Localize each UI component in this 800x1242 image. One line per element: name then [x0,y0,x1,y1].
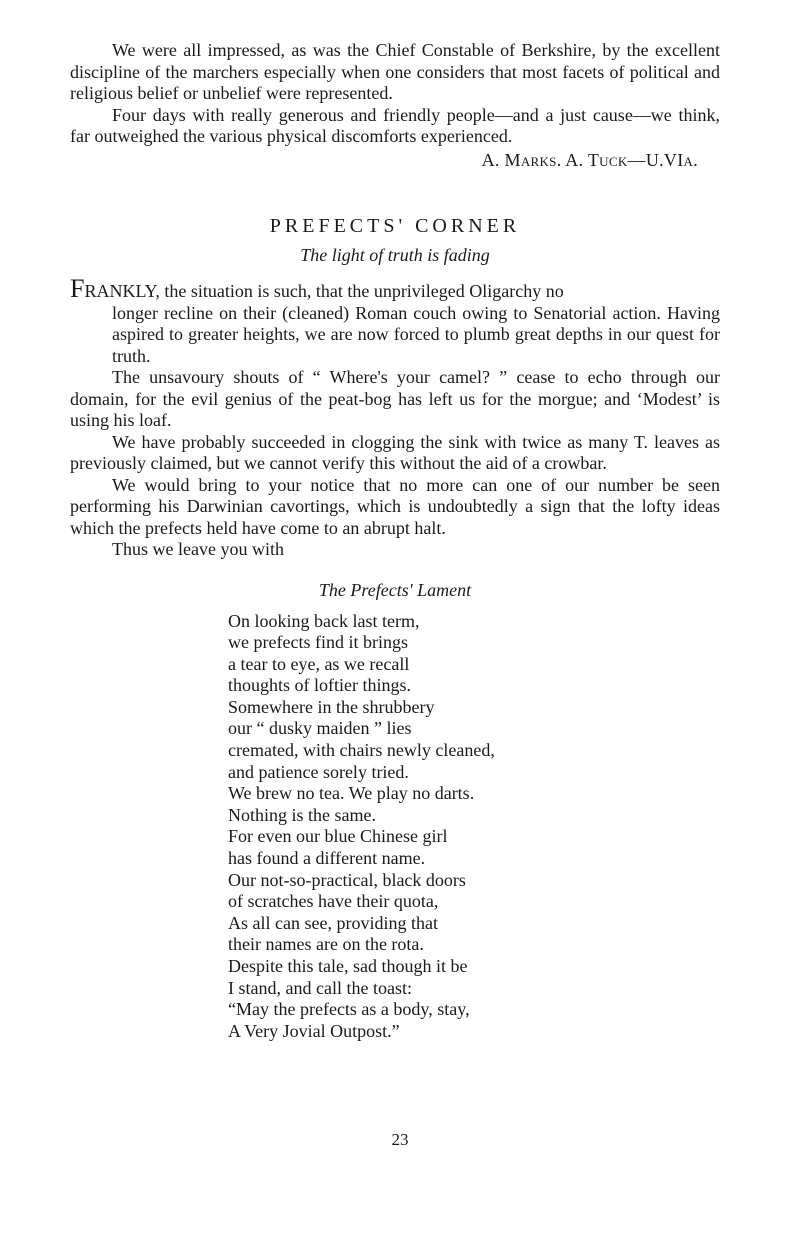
section-title: PREFECTS' CORNER [269,215,521,237]
body-paragraph: Thus we leave you with [112,539,284,559]
poem-line: a tear to eye, as we recall [228,653,410,674]
poem-line: Despite this tale, sad though it be [228,956,468,976]
poem-line: Our not-so-practical, black doors [228,869,466,890]
poem-line: of scratches have their quota, [228,891,439,912]
document-page [70,40,720,1042]
poem-line: and patience sorely tried. [228,761,409,782]
poem-line: thoughts of loftier things. [228,675,411,696]
poem-line: Nothing is the same. [228,804,376,825]
section-subtitle: The light of truth is fading [300,245,490,265]
lead-paragraph-continued [70,303,720,368]
author-signature: A. Marks. A. Tuck—U.VIa. [481,149,698,170]
poem-line: “May the prefects as a body, stay, [228,999,470,1020]
poem-line: Somewhere in the shrubbery [228,696,435,717]
page-number: 23 [391,1130,409,1149]
poem-line: cremated, with chairs newly cleaned, [228,740,495,761]
poem-body [228,611,720,1043]
poem-line: A Very Jovial Outpost.” [228,1020,400,1041]
poem-line: we prefects find it brings [228,632,408,653]
poem-line: As all can see, providing that [228,912,438,933]
poem-line: On looking back last term, [228,610,420,631]
body-paragraph: We would bring to your notice that no more can one of our number be seen performing his Darwinian cavortings, which is undoubtedly a sign that the lofty ideas which the prefects held have come to an abrupt halt. [70,474,720,538]
lead-paragraph [70,274,720,303]
intro-paragraph-2: Four days with really generous and friendly people—and a just cause—we think, far outweighed the various physical discomforts experienced. [70,104,720,146]
lead-first-line: RANKLY, the situation is such, that the unprivileged Oligarchy no [84,281,564,301]
poem-line: I stand, and call the toast: [228,977,412,998]
drop-cap: F [70,274,85,303]
poem-title: The Prefects' Lament [318,579,472,600]
poem-line: their names are on the rota. [228,934,424,955]
lead-rest-text: longer recline on their (cleaned) Roman couch owing to Senatorial action. Having aspired to greater heights, we are now forced to plumb great depths in our quest for truth. [112,302,720,366]
poem-line: We brew no tea. We play no darts. [228,783,475,804]
body-paragraph: The unsavoury shouts of “ Where's your camel? ” cease to echo through our domain, for the evil genius of the peat-bog has left us for the morgue; and ‘Modest’ is using his loaf. [70,367,720,430]
poem-line: our “ dusky maiden ” lies [228,718,412,739]
body-paragraph: We have probably succeeded in clogging the sink with twice as many T. leaves as previously claimed, but we cannot verify this without the aid of a crowbar. [70,431,720,473]
poem-line: For even our blue Chinese girl [228,826,448,847]
intro-paragraph-1: We were all impressed, as was the Chief Constable of Berkshire, by the excellent discipline of the marchers especially when one considers that most facets of political and religious belief or unbelief were represented. [70,40,720,103]
poem-line: has found a different name. [228,848,426,869]
